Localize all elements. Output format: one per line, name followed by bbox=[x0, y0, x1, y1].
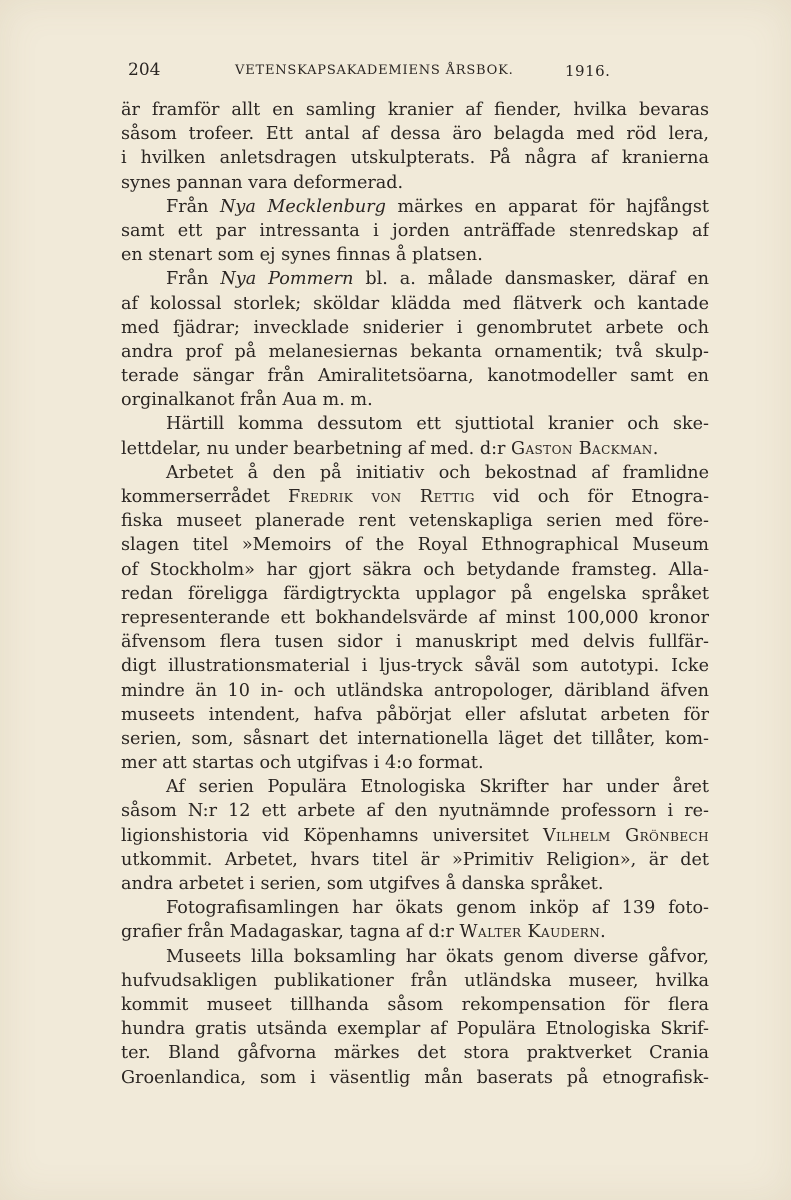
text-line bbox=[121, 703, 709, 727]
text-line bbox=[121, 146, 709, 170]
text-run: såsom trofeer. Ett antal af dessa äro belagda med röd lera, bbox=[121, 124, 709, 145]
text-line bbox=[121, 993, 709, 1017]
text-run: of Stockholm» har gjort säkra och betydande framsteg. Alla- bbox=[121, 559, 709, 580]
text-line bbox=[121, 533, 709, 557]
text-run: Från bbox=[166, 196, 220, 217]
text-line bbox=[121, 558, 709, 582]
text-run: fiska museet planerade rent vetenskapliga serien med före- bbox=[121, 511, 709, 532]
text-line bbox=[121, 920, 709, 944]
text-run: lettdelar, nu under bearbetning af med. d:r bbox=[121, 438, 512, 459]
text-line bbox=[121, 896, 709, 920]
text-line bbox=[121, 775, 709, 799]
text-line bbox=[121, 388, 709, 412]
text-line bbox=[121, 848, 709, 872]
text-run: slagen titel »Memoirs of the Royal Ethnographical Museum bbox=[121, 535, 709, 556]
text-run: Fotografisamlingen har ökats genom inköp af 139 foto- bbox=[166, 898, 709, 919]
text-run: Från bbox=[166, 269, 221, 290]
text-run: märkes en apparat för hajfångst bbox=[385, 196, 709, 217]
text-line bbox=[121, 195, 709, 219]
text-run: med fjädrar; invecklade sniderier i genombrutet arbete och bbox=[121, 317, 709, 338]
text-line bbox=[121, 799, 709, 823]
text-line bbox=[121, 267, 709, 291]
text-run: Museets lilla boksamling har ökats genom diverse gåfvor, bbox=[166, 946, 709, 967]
running-head bbox=[125, 60, 710, 84]
text-run: äfvensom flera tusen sidor i manuskript med delvis fullfär- bbox=[121, 632, 709, 653]
text-run: andra arbetet i serien, som utgifves å danska språket. bbox=[121, 874, 604, 894]
text-line bbox=[121, 461, 709, 485]
page-number: 204 bbox=[128, 60, 161, 80]
text-run: redan föreligga färdigtryckta upplagor på engelska språket bbox=[121, 583, 709, 604]
text-line bbox=[121, 122, 709, 146]
text-run: utkommit. Arbetet, hvars titel är »Primitiv Religion», är det bbox=[121, 849, 709, 870]
place-name: Nya Pommern bbox=[220, 269, 354, 290]
text-run: . bbox=[652, 438, 659, 459]
body-text bbox=[121, 98, 709, 1090]
person-name: Gaston Backman bbox=[511, 438, 653, 459]
text-line bbox=[121, 824, 709, 848]
text-line bbox=[121, 630, 709, 654]
text-run: museets intendent, hafva påbörjat eller afslutat arbeten för bbox=[121, 704, 709, 725]
text-line bbox=[121, 243, 709, 267]
text-run: mer att startas och utgifvas i 4:o format. bbox=[121, 753, 484, 774]
running-year: 1916. bbox=[565, 62, 611, 80]
text-run: bl. a. målade dansmasker, däraf en bbox=[353, 269, 709, 290]
text-run: digt illustrationsmaterial i ljus-tryck såväl som autotypi. Icke bbox=[121, 656, 709, 677]
text-run: kommit museet tillhanda såsom rekompensation för flera bbox=[121, 994, 709, 1015]
text-line bbox=[121, 872, 709, 896]
person-name: Walter Kaudern bbox=[459, 922, 601, 943]
text-line bbox=[121, 171, 709, 195]
place-name: Nya Mecklenburg bbox=[219, 196, 386, 217]
text-line bbox=[121, 582, 709, 606]
text-run: mindre än 10 in- och utländska antropologer, däribland äfven bbox=[121, 680, 709, 701]
text-line bbox=[121, 751, 709, 775]
text-line bbox=[121, 219, 709, 243]
text-line bbox=[121, 437, 709, 461]
text-line bbox=[121, 364, 709, 388]
text-run: hufvudsakligen publikationer från utländska museer, hvilka bbox=[121, 970, 709, 991]
text-run: representerande ett bokhandelsvärde af minst 100,000 kronor bbox=[121, 607, 709, 628]
text-run: Arbetet å den på initiativ och bekostnad af framlidne bbox=[166, 462, 709, 483]
text-run: Groenlandica, som i väsentlig mån baserats på etnografisk- bbox=[121, 1067, 709, 1088]
person-name: Vilhelm Grönbech bbox=[542, 825, 709, 846]
text-line bbox=[121, 340, 709, 364]
text-run: är framför allt en samling kranier af fiender, hvilka bevaras bbox=[121, 100, 709, 120]
text-run: grafier från Madagaskar, tagna af d:r bbox=[121, 922, 460, 943]
text-line bbox=[121, 727, 709, 751]
running-title: VETENSKAPSAKADEMIENS ÅRSBOK. bbox=[235, 63, 514, 78]
text-run: Af serien Populära Etnologiska Skrifter har under året bbox=[166, 777, 709, 798]
person-name: Fredrik von Rettig bbox=[287, 487, 475, 507]
text-run: serien, som, såsnart det internationella läget det tillåter, kom- bbox=[121, 728, 709, 749]
text-run: . bbox=[600, 922, 606, 943]
text-run: ligionshistoria vid Köpenhamns universitet bbox=[121, 825, 543, 846]
text-line bbox=[121, 1066, 709, 1090]
text-line bbox=[121, 679, 709, 703]
text-line bbox=[121, 485, 709, 509]
text-run: vid och för Etnogra- bbox=[474, 487, 709, 507]
text-run: i hvilken anletsdragen utskulpterats. På några af kranierna bbox=[121, 148, 709, 169]
text-run: samt ett par intressanta i jorden anträffade stenredskap af bbox=[121, 220, 709, 241]
text-run: hundra gratis utsända exemplar af Populära Etnologiska Skrif- bbox=[121, 1019, 709, 1040]
text-run: terade sängar från Amiralitetsöarna, kanotmodeller samt en bbox=[121, 366, 709, 387]
text-line bbox=[121, 945, 709, 969]
text-run: kommerserrådet bbox=[121, 487, 288, 507]
text-run: Härtill komma dessutom ett sjuttiotal kranier och ske- bbox=[166, 414, 709, 435]
text-line bbox=[121, 606, 709, 630]
text-line bbox=[121, 98, 709, 122]
text-line bbox=[121, 412, 709, 436]
text-run: såsom N:r 12 ett arbete af den nyutnämnde professorn i re- bbox=[121, 801, 709, 822]
text-run: en stenart som ej synes finnas å platsen. bbox=[121, 245, 483, 266]
text-run: synes pannan vara deformerad. bbox=[121, 172, 404, 193]
text-line bbox=[121, 654, 709, 678]
text-run: ter. Bland gåfvorna märkes det stora praktverket Crania bbox=[121, 1043, 709, 1064]
text-line bbox=[121, 292, 709, 316]
text-run: orginalkanot från Aua m. m. bbox=[121, 390, 373, 411]
text-line bbox=[121, 1041, 709, 1065]
text-line bbox=[121, 509, 709, 533]
text-line bbox=[121, 969, 709, 993]
text-line bbox=[121, 1017, 709, 1041]
text-line bbox=[121, 316, 709, 340]
text-run: af kolossal storlek; sköldar klädda med flätverk och kantade bbox=[121, 293, 709, 314]
text-run: andra prof på melanesiernas bekanta ornamentik; två skulp- bbox=[121, 341, 709, 362]
